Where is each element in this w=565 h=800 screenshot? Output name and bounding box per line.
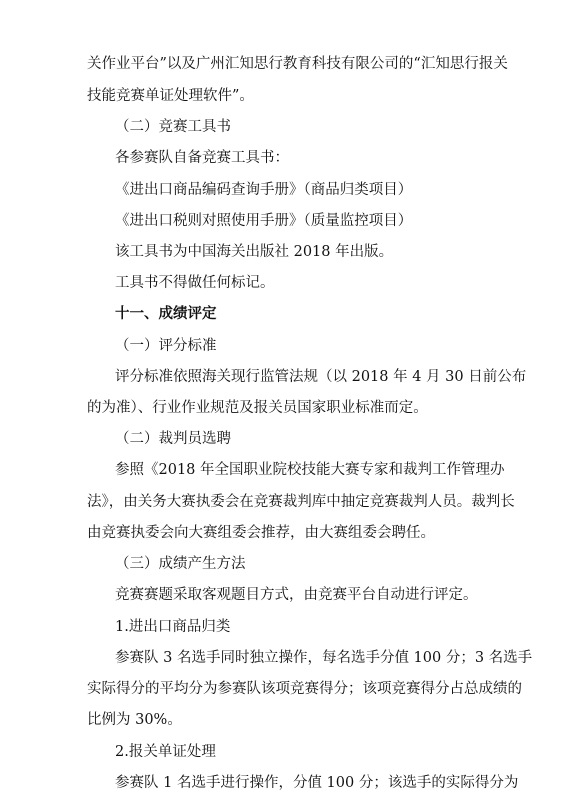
section-heading: 十一、成绩评定 (115, 306, 217, 322)
text-line: 工具书不得做任何标记。 (115, 275, 275, 291)
text-line: 参赛队 1 名选手进行操作，分值 100 分；该选手的实际得分为 (115, 775, 519, 791)
text-line: 该工具书为中国海关出版社 2018 年出版。 (115, 244, 394, 260)
text-line: 参照《2018 年全国职业院校技能大赛专家和裁判工作管理办 (115, 462, 505, 478)
text-line: （二）裁判员选聘 (115, 431, 231, 447)
text-line: （二）竞赛工具书 (115, 119, 231, 135)
text-line: 实际得分的平均分为参赛队该项竞赛得分；该项竞赛得分占总成绩的 (87, 681, 522, 697)
text-line: 由竞赛执委会向大赛组委会推荐，由大赛组委会聘任。 (87, 525, 435, 541)
text-line: 《进出口税则对照使用手册》（质量监控项目） (115, 213, 413, 229)
text-line: 关作业平台”以及广州汇知思行教育科技有限公司的“汇知思行报关 (87, 56, 508, 72)
text-line: 参赛队 3 名选手同时独立操作，每名选手分值 100 分；3 名选手 (115, 650, 533, 666)
text-line: 2.报关单证处理 (115, 744, 216, 760)
text-line: 技能竞赛单证处理软件”。 (87, 88, 254, 104)
text-line: 各参赛队自备竞赛工具书： (115, 150, 289, 166)
text-line: （三）成绩产生方法 (115, 556, 246, 572)
text-line: 的为准）、行业作业规范及报关员国家职业标准而定。 (87, 400, 428, 416)
text-line: 竞赛赛题采取客观题目方式，由竞赛平台自动进行评定。 (115, 587, 478, 603)
text-line: 评分标准依照海关现行监管法规（以 2018 年 4 月 30 日前公布 (115, 369, 527, 385)
text-line: 比例为 30%。 (87, 712, 182, 728)
text-line: （一）评分标准 (115, 338, 217, 354)
text-line: 1.进出口商品归类 (115, 619, 231, 635)
text-line: 《进出口商品编码查询手册》（商品归类项目） (115, 182, 413, 198)
text-line: 法》，由关务大赛执委会在竞赛裁判库中抽定竞赛裁判人员。裁判长 (87, 494, 515, 510)
